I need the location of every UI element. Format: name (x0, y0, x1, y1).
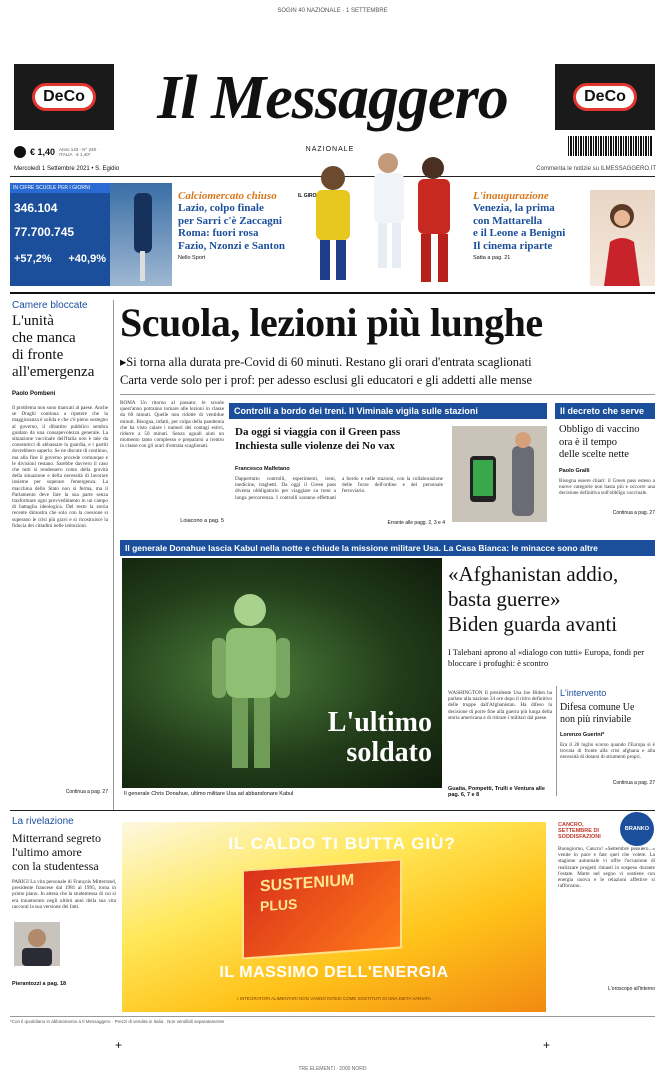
ad-footer: I INTEGRATORI ALIMENTARI NON VANNO INTESI COME SOSTITUTI DI UNA DIETA VARIATA (237, 996, 431, 1001)
football-photo (298, 143, 468, 286)
edition-label: NAZIONALE (305, 146, 355, 153)
afghan-body: WASHINGTON Il presidente Usa Joe Biden ha parlato alla nazione 24 ore dopo il ritiro definitivo delle truppe dall'Afghanistan. Ha difeso la decisione di porre fine alla guerra più lunga della storia americana e di ritirare i militari dal paese. (448, 690, 552, 721)
main-sub-1-text: Si torna alla durata pre-Covid di 60 minuti. Restano gli orari d'entrata scaglionati (126, 355, 532, 369)
footer-rule (10, 1016, 655, 1017)
intervento-block[interactable] (560, 688, 655, 786)
afghan-headline-2: basta guerre» (448, 587, 561, 611)
mitterrand-photo (14, 922, 60, 966)
masthead-title: Il Messaggero (157, 64, 508, 132)
treni-bar[interactable]: Controlli a bordo dei treni. Il Viminale vigila sulle stazioni (229, 403, 547, 419)
main-sub-1: ▸Si torna alla durata pre-Covid di 60 minuti. Restano gli orari d'entrata scaglionati (120, 355, 532, 369)
ad-product-box (242, 858, 402, 959)
covid-n2: 77.700.745 (14, 225, 75, 239)
camere-column[interactable] (12, 300, 108, 795)
camere-cont: Continua a pag. 27 (65, 789, 108, 795)
inaug-ref: Satta a pag. 21 (473, 255, 511, 261)
vaccine-photo (110, 183, 172, 286)
intervento-title-2: non più rinviabile (560, 714, 632, 725)
sub-rule (120, 394, 655, 395)
intervento-author: Lorenzo Guerini* (560, 732, 605, 738)
greenpass-photo (452, 426, 547, 522)
treni-author: Francesco Malfetano (235, 466, 290, 472)
afghan-ref: Guaita, Pompetti, Trulli e Ventura alle pag. 6, 7 e 8 (448, 786, 545, 798)
treni-ref: Errante alle pagg. 2, 3 e 4 (387, 520, 445, 526)
edition-dot-icon (14, 146, 26, 158)
decreto-cont: Continua a pag. 27 (612, 509, 655, 516)
afghan-bar[interactable]: Il generale Donahue lascia Kabul nella notte e chiude la missione militare Usa. La Casa Bianca: le minacce sono altre (120, 540, 655, 556)
intervento-body: Era il 28 luglio scorso quando l'Europa si è trovata di fronte alla crisi afghana e alla necessità di dotarsi di strumenti propri. (560, 742, 655, 761)
football-caption: IL GIRO (298, 193, 317, 199)
camere-kicker: Camere bloccate (12, 300, 88, 311)
greenpass-phone-icon (452, 426, 547, 522)
covid-box (10, 183, 110, 286)
rivelazione-ref: Pierantozzi a pag. 18 (12, 981, 67, 987)
photo-title-1: L'ultimo (327, 707, 432, 738)
intervento-kicker: L'intervento (560, 688, 607, 698)
treni-body: Dappertutto controlli, esperimenti, treni, medicine, traghetti. Da oggi il Green pass diventa obbligatorio per viaggiare su treni a lunga percorrenza. I controlli saranno effettuati a bordo e nelle stazioni, con la collaborazione delle forze dell'ordine e del personale ferroviario. (235, 476, 443, 501)
inaug-line-4: Il cinema riparte (473, 239, 553, 252)
afghan-headline-3: Biden guarda avanti (448, 612, 618, 636)
players-illustration (298, 143, 468, 286)
covid-p1: +57,2% (14, 253, 52, 265)
intervento-cont: Continua a pag. 27 (612, 780, 655, 786)
intervento-divider (556, 686, 557, 796)
actress-illustration (590, 190, 655, 286)
branko-badge: BRANKO (620, 812, 654, 846)
calciomercato-block[interactable] (178, 190, 308, 261)
calcio-line-2: per Sarri c'è Zaccagni (178, 214, 282, 227)
calcio-kicker: Calciomercato chiuso (178, 190, 277, 202)
oroscopo-ref: L'oroscopo all'interno (608, 986, 655, 992)
treni-title-2: Inchiesta sulle violenze dei No vax (235, 440, 395, 452)
camere-title-2: che manca (12, 330, 76, 346)
inaug-line-1: Venezia, la prima (473, 202, 555, 214)
top-line: SOGIN 40 NAZIONALE · 1 SETTEMBRE (277, 8, 388, 14)
decreto-body: Bisogna essere chiari: il Green pass esteso a nuove categorie non basta più e occorre una decisione definitiva sull'obbligo vaccinale. (559, 477, 655, 496)
deco-logo-left: DeCo (32, 83, 96, 111)
main-body: ROMA Un ritorno al passato: le scuole quest'anno potranno tornare alle lezioni in classe da 60 minuti. Quelle non ridotte di ventidue minuti. Bisogna, infatti, per colpa della pandemia che ha visto calare i numeri dei contagi estivi, ridurre a 50 minuti. Senza uguali aiuti un momento tanto complesso e prepararsi a rientro in classe con gli orari d'entrata scaglionati. (120, 400, 224, 450)
crop-mark-left-icon: + (115, 1038, 123, 1052)
web-info: Commenta le notizie su ILMESSAGGERO.IT (536, 166, 656, 172)
camere-title-3: di fronte (12, 347, 64, 363)
soldier-photo[interactable] (122, 558, 442, 788)
camere-title-1: L'unità (12, 313, 54, 329)
main-sub-2: Carta verde solo per i prof: per adesso esclusi gli educatori e gli addetti alle mense (120, 373, 533, 387)
price: € 1,40 (30, 147, 56, 157)
bottom-line: TRE ELEMENTI · 2000 NORD (298, 1066, 367, 1072)
afghan-headline-block[interactable] (448, 562, 655, 669)
deco-ad-left[interactable] (14, 64, 114, 130)
lower-rule (10, 810, 655, 811)
rivelazione-body: PARIGI La vita personale di François Mitterrand, presidente francese dal 1981 al 1995, torna in primo piano. In attesa che la studentessa di cui si era innamorato negli ultimi anni della sua vita racconti la sua versione dei fatti. (12, 879, 116, 910)
soldier-caption: Il generale Chris Donahue, ultimo militare Usa ad abbandonare Kabul (124, 791, 294, 797)
oroscopo-body: Buongiorno, Cancro! «Settembre pensiero...» venite in pace e fate quel che volete. La stagione autunnale vi offre l'occasione di realizzare progetti rimasti in sospeso durante l'estate. Marte nel segno vi sostiene con energia nuova e le relazioni affettive si rafforzano. (558, 846, 655, 890)
photo-title-2: soldato (346, 737, 432, 768)
main-ref: Loiacono a pag. 5 (180, 518, 224, 524)
price-box (14, 140, 124, 164)
oroscopo-header: CANCRO, SETTEMBRE DI SODDISFAZIONI (558, 822, 601, 840)
covid-p2: +40,9% (68, 253, 106, 265)
ad-product-1: SUSTENIUM (260, 871, 355, 896)
camere-body: Il problema non sono mancati al paese. Anche se Draghi continua a ripetere che la maggioranza è solida e che c'è pieno sostegno al governo, il dibattito pubblico sembra guidato da una consapevolezza generale. La situazione vaccinale dell'Italia non è tale da consentirci di abbassare la guardia, e i partiti dovrebbero saperlo. Se ne discute di continuo, ma alla fine il governo procede comunque e le divisioni restano. Sarebbe davvero il caso che tutti si rendessero conto della gravità della situazione e della necessità di lavorare insieme per superare l'emergenza. La macchina dello Stato non si ferma, ma il Parlamento deve fare la sua parte senza trasformare ogni provvedimento in un campo di battaglia ideologica. Del resto la storia recente dimostra che solo con la coesione si superano le crisi più gravi e si ricostruisce la fiducia dei cittadini nelle istituzioni. (12, 405, 108, 529)
mitterrand-portrait (14, 922, 60, 966)
camere-author: Paolo Pombeni (12, 391, 56, 397)
deco-logo-right: DeCo (573, 83, 637, 111)
inaugurazione-block[interactable] (473, 190, 591, 261)
treni-title-1: Da oggi si viaggia con il Green pass (235, 426, 401, 438)
afghan-sub: I Talebani aprono al «dialogo con tutti» Europa, fondi per bloccare i profughi: è scontro (448, 647, 645, 668)
calcio-line-3: Roma: fuori rosa (178, 227, 259, 239)
covid-header: IN CIFRE SCUOLE PER I GIORNI (10, 183, 110, 193)
date-line: Mercoledì 1 Settembre 2021 • S. Egidio (14, 166, 120, 172)
ad-line1: IL CALDO TI BUTTA GIÙ? (228, 834, 456, 853)
inaug-kicker: L'inaugurazione (473, 190, 549, 202)
decreto-block (559, 424, 655, 516)
actress-photo (590, 190, 655, 286)
left-col-divider (113, 300, 114, 810)
deco-ad-right[interactable] (555, 64, 655, 130)
decreto-author: Paolo Gralli (559, 467, 590, 474)
rivelazione-title-1: Mitterrand segreto (12, 831, 101, 845)
decreto-title-2: ora è il tempo (559, 436, 618, 448)
inaug-line-2: con Mattarella (473, 214, 543, 227)
camere-title-4: all'emergenza (12, 364, 95, 380)
crop-mark-right-icon: + (543, 1038, 551, 1052)
calcio-line-1: Lazio, colpo finale (178, 202, 264, 214)
ad-product-2: PLUS (260, 895, 298, 915)
calcio-ref: Nello Sport (178, 255, 206, 261)
inaug-line-3: e il Leone a Benigni (473, 227, 566, 239)
vaccine-hand-icon (110, 183, 172, 286)
decreto-title-3: delle scelte nette (559, 449, 629, 460)
covid-n1: 346.104 (14, 201, 58, 215)
intervento-title-1: Difesa comune Ue (560, 702, 635, 713)
decreto-bar[interactable]: Il decreto che serve (555, 403, 655, 419)
rivelazione-kicker: La rivelazione (12, 816, 74, 827)
main-headline[interactable]: Scuola, lezioni più lunghe (120, 300, 543, 345)
oroscopo-block[interactable] (558, 822, 655, 992)
rivelazione-title-3: con la studentessa (12, 859, 99, 873)
afghan-headline-1: «Afghanistan addio, (448, 562, 619, 586)
decreto-title-1: Obbligo di vaccino (559, 424, 640, 435)
top-stories-rule (10, 292, 655, 294)
ad-tagline: IL MASSIMO DELL'ENERGIA (219, 964, 449, 981)
footer-text: *Con il quotidiano in abbinamento a Il Messaggero · Prezzi di vendita in Italia · Non vendibili separatamente (10, 1019, 225, 1024)
barcode (568, 136, 652, 156)
sustenium-ad[interactable] (122, 822, 546, 1012)
rivelazione-title-2: l'ultimo amore (12, 845, 82, 859)
calcio-line-4: Fazio, Nzonzi e Santon (178, 239, 285, 252)
small-info: Anno 143 - N° 240 · ITALIA · € 1,40* (59, 147, 99, 157)
